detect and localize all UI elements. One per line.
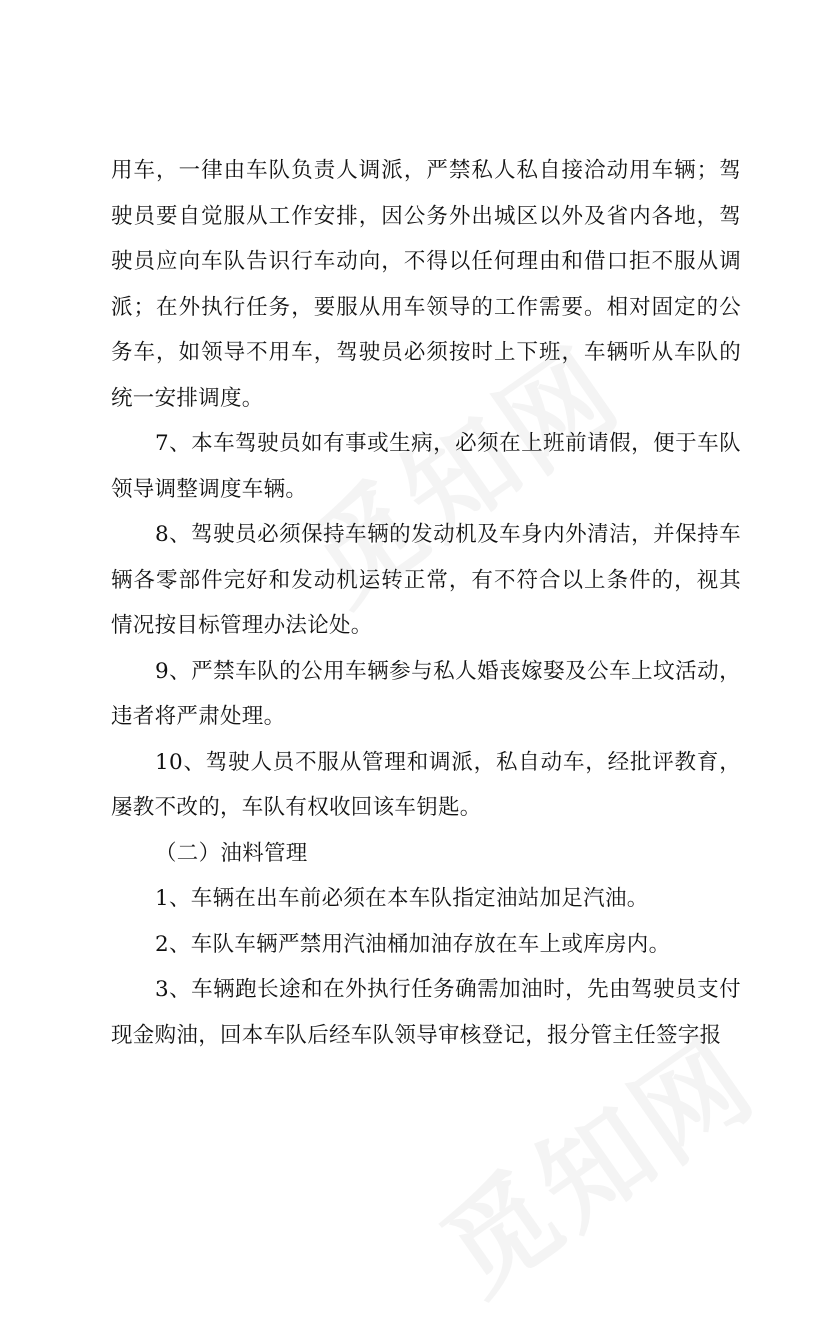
paragraph-item-7: 7、本车驾驶员如有事或生病，必须在上班前请假，便于车队领导调整调度车辆。 — [111, 431, 741, 502]
paragraph-fuel-item-2: 2、车队车辆严禁用汽油桶加油存放在车上或库房内。 — [155, 931, 671, 957]
section-heading-fuel-management: （二）油料管理 — [155, 840, 308, 866]
paragraph-fuel-item-3: 3、车辆跑长途和在外执行任务确需加油时，先由驾驶员支付现金购油，回本车队后经车队领导审核登记，报分管主任签字报 — [111, 977, 741, 1048]
paragraph-continued: 用车，一律由车队负责人调派，严禁私人私自接洽动用车辆；驾驶员要自觉服从工作安排，因公务外出城区以外及省内各地，驾驶员应向车队告识行车动向，不得以任何理由和借口拒不服从调派；在外执行任务，要服从用车领导的工作需要。相对固定的公务车，如领导不用车，驾驶员必须按时上下班，车辆听从车队的统一安排调度。 — [111, 158, 741, 411]
paragraph-fuel-item-1: 1、车辆在出车前必须在本车队指定油站加足汽油。 — [155, 886, 649, 911]
paragraph-item-8: 8、驾驶员必须保持车辆的发动机及车身内外清洁，并保持车辆各零部件完好和发动机运转正常，有不符合以上条件的，视其情况按目标管理办法论处。 — [111, 522, 741, 638]
paragraph-item-9: 9、严禁车队的公用车辆参与私人婚丧嫁娶及公车上坟活动，违者将严肃处理。 — [111, 658, 741, 729]
document-body — [111, 148, 741, 1058]
paragraph-item-10: 10、驾驶人员不服从管理和调派，私自动车，经批评教育，屡教不改的，车队有权收回该车钥匙。 — [111, 749, 741, 820]
